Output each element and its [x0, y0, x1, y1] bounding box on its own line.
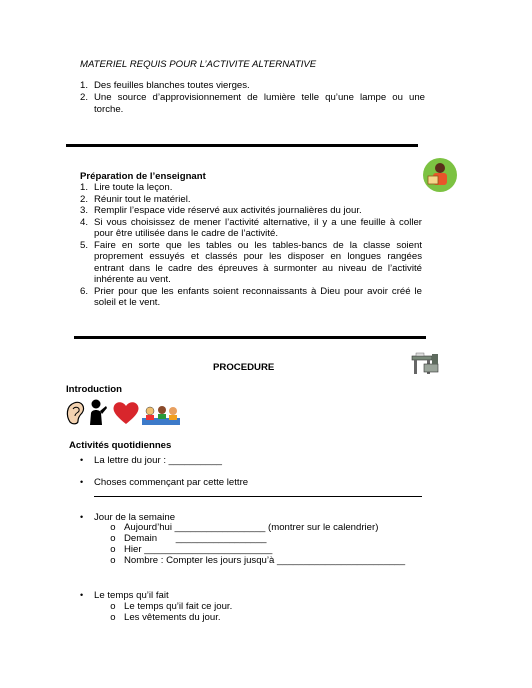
materials-item-2-cont: torche.	[94, 104, 124, 115]
circle-bullet-icon: o	[110, 612, 116, 623]
section-divider	[66, 144, 418, 147]
introduction-heading: Introduction	[66, 384, 122, 395]
children-reading-icon	[140, 404, 182, 426]
teacher-prep-item-line: soleil et le vent.	[94, 297, 161, 308]
teacher-prep-item-line: Faire en sorte que les tables ou les tables-bancs de la classe soient	[94, 239, 422, 251]
bullet-icon: •	[80, 455, 84, 465]
teacher-prep-heading: Préparation de l’enseignant	[80, 171, 206, 182]
teacher-prep-item-line: inhérente au vent.	[94, 274, 171, 285]
materials-heading: MATERIEL REQUIS POUR L’ACTIVITE ALTERNATIVE	[80, 59, 317, 70]
procedure-title: PROCEDURE	[213, 362, 275, 373]
things-answer-line[interactable]	[94, 496, 422, 497]
teacher-prep-item-line: pour être utilisée dans le cadre de l’activité.	[94, 228, 278, 239]
teacher-prep-item-line: entrant dans le cadre des épreuves à surmonter au niveau de l’activité	[94, 262, 422, 274]
heart-icon	[111, 400, 141, 426]
section-divider	[74, 336, 426, 339]
circle-bullet-icon: o	[110, 522, 116, 533]
bullet-icon: •	[80, 512, 84, 522]
ear-icon	[64, 400, 88, 426]
teacher-prep-item-line: Si vous choisissez de mener l’activité alternative, il y a une feuille à coller	[94, 216, 422, 228]
teacher-prep-item-line: Remplir l’espace vide réservé aux activités journalières du jour.	[94, 205, 362, 216]
school-desk-icon	[410, 352, 440, 376]
circle-bullet-icon: o	[110, 601, 116, 612]
teacher-prep-item-line: proprement essuyés et classés pour les disposer en longues rangées	[94, 251, 422, 262]
teacher-prep-item-line: Lire toute la leçon.	[94, 182, 173, 193]
praying-person-icon	[86, 398, 110, 426]
teacher-prep-item-line: Réunir tout le matériel.	[94, 193, 191, 205]
daily-activities-heading: Activités quotidiennes	[69, 440, 172, 451]
circle-bullet-icon: o	[110, 533, 116, 544]
teacher-prep-icon	[422, 157, 458, 193]
circle-bullet-icon: o	[110, 544, 116, 555]
bullet-icon: •	[80, 477, 84, 487]
circle-bullet-icon: o	[110, 555, 116, 566]
teacher-prep-item-line: Prier pour que les enfants soient reconnaissants à Dieu pour avoir créé le	[94, 285, 422, 297]
bullet-icon: •	[80, 590, 84, 600]
